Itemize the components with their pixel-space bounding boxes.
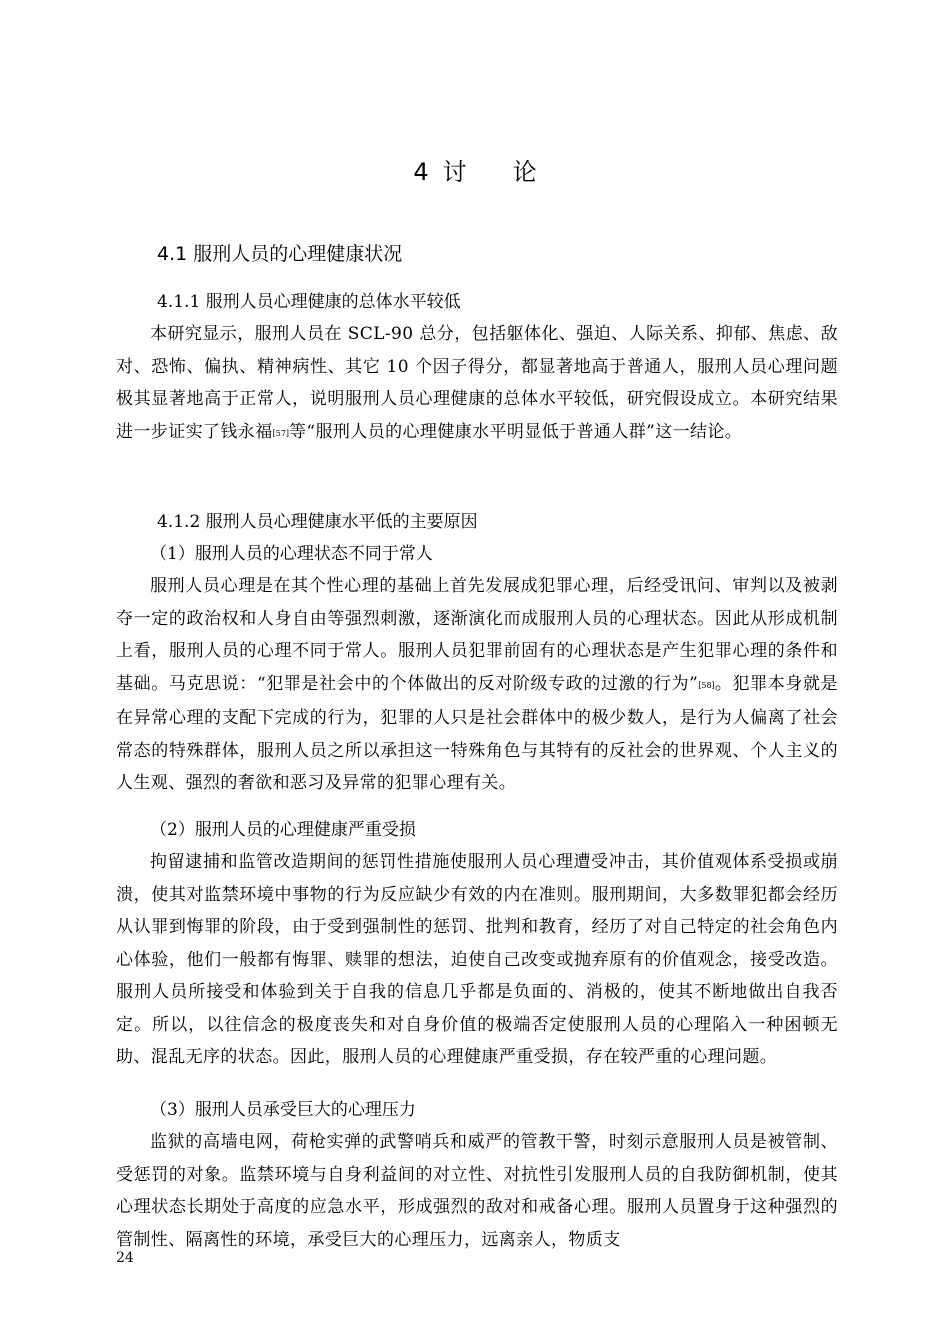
paragraph-4-1-1-text-end: 等“服刑人员的心理健康水平明显低于普通人群”这一结论。 xyxy=(289,421,743,442)
item-2-paragraph xyxy=(116,846,838,1074)
section-heading-4-1: 4.1 服刑人员的心理健康状况 xyxy=(157,243,403,265)
item-1-paragraph-text: 服刑人员心理是在其个性心理的基础上首先发展成犯罪心理，后经受讯问、审判以及被剥夺一定的政治权和人身自由等强烈刺激，逐渐演化而成服刑人员的心理状态。因此从形成机制上看，服刑人员的心理不同于常人。服刑人员犯罪前固有的心理状态是产生犯罪心理的条件和基础。马克思说：“犯罪是社会中的个体做出的反对阶级专政的过激的行为” xyxy=(116,576,838,694)
page-number: 24 xyxy=(116,1250,134,1266)
citation-57: [57] xyxy=(272,428,290,438)
paragraph-4-1-1 xyxy=(116,318,838,450)
paragraph-4-1-1-text: 本研究显示，服刑人员在 SCL-90 总分，包括躯体化、强迫、人际关系、抑郁、焦虑、敌对、恐怖、偏执、精神病性、其它 10 个因子得分，都显著地高于普通人，服刑人员心理问题极其显著地高于正常人，说明服刑人员心理健康的总体水平较低，研究假设成立。本研究结果进一步证实了钱永福 xyxy=(116,324,838,442)
item-1-paragraph xyxy=(116,570,838,800)
chapter-title-word-2: 论 xyxy=(512,158,537,186)
chapter-title-word-1: 讨 xyxy=(442,158,467,186)
item-3-heading: （3）服刑人员承受巨大的心理压力 xyxy=(150,1100,416,1120)
chapter-number: 4 xyxy=(413,158,429,186)
item-1-heading: （1）服刑人员的心理状态不同于常人 xyxy=(150,544,433,564)
subsection-heading-4-1-2: 4.1.2 服刑人员心理健康水平低的主要原因 xyxy=(157,512,478,532)
item-2-paragraph-text: 拘留逮捕和监管改造期间的惩罚性措施使服刑人员心理遭受冲击，其价值观体系受损或崩溃，使其对监禁环境中事物的行为反应缺少有效的内在准则。服刑期间，大多数罪犯都会经历从认罪到悔罪的阶段，由于受到强制性的惩罚、批判和教育，经历了对自己特定的社会角色内心体验，他们一般都有悔罪、赎罪的想法，迫使自己改变或抛弃原有的价值观念，接受改造。服刑人员所接受和体验到关于自我的信息几乎都是负面的、消极的，使其不断地做出自我否定。所以，以往信念的极度丧失和对自身价值的极端否定使服刑人员的心理陷入一种困顿无助、混乱无序的状态。因此，服刑人员的心理健康严重受损，存在较严重的心理问题。 xyxy=(116,852,838,1067)
item-2-heading: （2）服刑人员的心理健康严重受损 xyxy=(150,820,416,840)
citation-58: [58] xyxy=(698,680,715,690)
chapter-title xyxy=(0,152,950,192)
subsection-heading-4-1-1: 4.1.1 服刑人员心理健康的总体水平较低 xyxy=(157,292,461,312)
item-1-paragraph-text-end: 。犯罪本身就是在异常心理的支配下完成的行为，犯罪的人只是社会群体中的极少数人，是行为人偏离了社会常态的特殊群体，服刑人员之所以承担这一特殊角色与其特有的反社会的世界观、个人主义的人生观、强烈的奢欲和恶习及异常的犯罪心理有关。 xyxy=(116,673,838,793)
item-3-paragraph-text: 监狱的高墙电网，荷枪实弹的武警哨兵和威严的管教干警，时刻示意服刑人员是被管制、受惩罚的对象。监禁环境与自身利益间的对立性、对抗性引发服刑人员的自我防御机制，使其心理状态长期处于高度的应急水平，形成强烈的敌对和戒备心理。服刑人员置身于这种强烈的管制性、隔离性的环境，承受巨大的心理压力，远离亲人，物质支 xyxy=(116,1132,838,1250)
item-3-paragraph xyxy=(116,1126,838,1256)
